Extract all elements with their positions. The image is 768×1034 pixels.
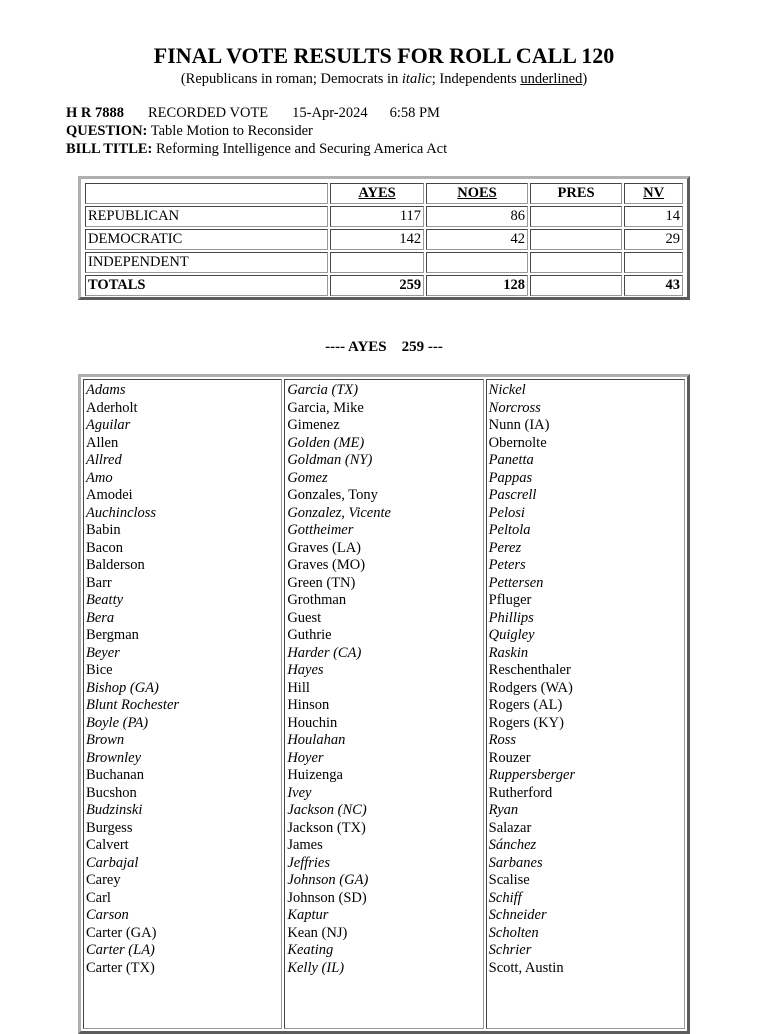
member-name: Gonzales, Tony xyxy=(287,487,378,503)
member-name: Rouzer xyxy=(488,749,531,766)
member-name: Norcross xyxy=(488,399,541,416)
member-name: Auchincloss xyxy=(86,504,157,521)
legend-prefix: (Republicans in roman; Democrats in xyxy=(180,71,402,87)
member-name: Ivey xyxy=(287,784,312,801)
summary-header-row xyxy=(85,183,683,204)
party-label: INDEPENDENT xyxy=(85,252,328,273)
summary-header-ayes: AYES xyxy=(330,183,424,204)
noes-count xyxy=(426,252,528,273)
member-name: Pettersen xyxy=(488,574,544,591)
pres-count xyxy=(530,229,622,250)
member-name: Bucshon xyxy=(86,784,137,801)
nv-count: 14 xyxy=(624,206,683,227)
member-name: Brownley xyxy=(86,749,142,766)
ayes-total: 259 xyxy=(330,275,424,296)
noes-total: 128 xyxy=(426,275,528,296)
member-name: Panetta xyxy=(488,452,534,468)
member-name: Amodei xyxy=(86,487,133,503)
party-label: REPUBLICAN xyxy=(85,206,328,227)
pres-count xyxy=(530,206,622,227)
member-name: Babin xyxy=(86,522,121,538)
member-name: Carson xyxy=(86,907,129,923)
legend-italic: italic xyxy=(401,71,432,87)
member-name: Graves (MO) xyxy=(287,557,366,573)
ayes-heading: ---- AYES 259 --- xyxy=(325,339,443,355)
member-name: Perez xyxy=(488,539,522,556)
member-name: Golden (ME) xyxy=(287,434,365,451)
member-name: Boyle (PA) xyxy=(86,714,149,731)
member-name: Ross xyxy=(488,732,517,748)
member-name: Nunn (IA) xyxy=(488,417,550,433)
nv-count: 29 xyxy=(624,229,683,250)
bill-title-text: Reforming Intelligence and Securing America Act xyxy=(156,141,448,157)
member-name: Hayes xyxy=(287,662,324,678)
member-name: Gonzalez, Vicente xyxy=(287,504,391,521)
member-name: Scalise xyxy=(488,872,530,888)
pres-total xyxy=(530,275,622,296)
member-name: Budzinski xyxy=(86,802,143,818)
member-name: Aderholt xyxy=(86,399,138,416)
member-name: Goldman (NY) xyxy=(287,452,373,468)
member-name: Carter (TX) xyxy=(86,959,155,976)
member-name: Gimenez xyxy=(287,417,340,433)
member-name: Calvert xyxy=(86,837,129,853)
member-name: Rogers (KY) xyxy=(488,714,564,731)
member-name: Carl xyxy=(86,889,111,906)
member-name: Houchin xyxy=(287,714,338,731)
party-legend xyxy=(0,70,768,88)
member-name: Ruppersberger xyxy=(488,767,576,783)
member-name: Balderson xyxy=(86,557,145,573)
member-name: Carter (LA) xyxy=(86,942,155,958)
member-name: Gomez xyxy=(287,469,328,486)
summary-header-noes: NOES xyxy=(426,183,528,204)
nv-count xyxy=(624,252,683,273)
legend-mid: ; Independents xyxy=(431,71,521,87)
member-name: Johnson (SD) xyxy=(287,889,367,906)
member-name: Johnson (GA) xyxy=(287,872,369,888)
member-name: Blunt Rochester xyxy=(86,697,180,713)
names-column-1 xyxy=(83,379,282,1029)
member-name: Amo xyxy=(86,469,113,486)
member-name: Hinson xyxy=(287,697,330,713)
member-name: Guest xyxy=(287,609,322,626)
member-name: James xyxy=(287,837,323,853)
vote-info-row xyxy=(66,104,447,122)
member-name: Kaptur xyxy=(287,907,329,923)
member-name: Rutherford xyxy=(488,784,553,801)
member-name: Schrier xyxy=(488,942,532,958)
member-name: Aguilar xyxy=(86,417,131,433)
member-name: Bice xyxy=(86,662,113,678)
member-name: Raskin xyxy=(488,644,529,661)
member-name: Buchanan xyxy=(86,767,144,783)
vote-date: 15-Apr-2024 xyxy=(292,105,368,121)
member-name: Beyer xyxy=(86,644,120,661)
member-name: Pappas xyxy=(488,469,533,486)
question-label: QUESTION: xyxy=(66,123,148,139)
names-column-2 xyxy=(284,379,483,1029)
summary-header-blank xyxy=(85,183,328,204)
member-name: Sarbanes xyxy=(488,854,543,871)
member-name: Burgess xyxy=(86,819,133,836)
bill-title-label: BILL TITLE: xyxy=(66,141,153,157)
member-name: Gottheimer xyxy=(287,522,354,538)
member-name: Kean (NJ) xyxy=(287,924,348,941)
member-name: Bera xyxy=(86,609,115,626)
summary-row-totals xyxy=(85,275,683,296)
ayes-count: 117 xyxy=(330,206,424,227)
ayes-count: 142 xyxy=(330,229,424,250)
member-name: Jeffries xyxy=(287,854,331,871)
member-name: Beatty xyxy=(86,592,124,608)
member-name: Houlahan xyxy=(287,732,346,748)
member-name: Garcia (TX) xyxy=(287,382,359,398)
member-name: Green (TN) xyxy=(287,574,356,591)
page-title: FINAL VOTE RESULTS FOR ROLL CALL 120 xyxy=(153,43,615,68)
member-name: Brown xyxy=(86,732,125,748)
member-name: Jackson (NC) xyxy=(287,802,367,818)
vote-summary-table xyxy=(78,176,690,300)
vote-type: RECORDED VOTE xyxy=(148,105,269,121)
member-name: Graves (LA) xyxy=(287,539,362,556)
member-name: Allen xyxy=(86,434,119,451)
vote-time: 6:58 PM xyxy=(389,105,440,121)
summary-header-nv: NV xyxy=(624,183,683,204)
names-column-3 xyxy=(486,379,685,1029)
question-text: Table Motion to Reconsider xyxy=(150,123,313,139)
member-name: Hoyer xyxy=(287,749,324,766)
legend-underlined: underlined xyxy=(520,71,583,87)
member-name: Harder (CA) xyxy=(287,644,362,661)
member-name: Huizenga xyxy=(287,767,343,783)
member-name: Grothman xyxy=(287,592,347,608)
member-name: Barr xyxy=(86,574,112,591)
member-name: Pfluger xyxy=(488,592,532,608)
ayes-count xyxy=(330,252,424,273)
member-name: Pascrell xyxy=(488,487,537,503)
question-row xyxy=(66,122,447,140)
member-name: Quigley xyxy=(488,627,535,643)
member-name: Scott, Austin xyxy=(488,959,564,976)
member-name: Scholten xyxy=(488,924,539,941)
member-name: Peltola xyxy=(488,522,531,538)
member-name: Allred xyxy=(86,452,122,468)
member-name: Carbajal xyxy=(86,854,139,871)
member-name: Sánchez xyxy=(488,837,537,853)
vote-metadata xyxy=(66,104,447,158)
nv-total: 43 xyxy=(624,275,683,296)
ayes-names-table xyxy=(78,374,690,1034)
member-name: Peters xyxy=(488,557,526,573)
member-name: Jackson (TX) xyxy=(287,819,366,836)
bill-number: H R 7888 xyxy=(66,105,124,121)
member-name: Carey xyxy=(86,872,121,888)
member-name: Ryan xyxy=(488,802,519,818)
member-name: Schiff xyxy=(488,889,522,906)
summary-row-independent xyxy=(85,252,683,273)
member-name: Rodgers (WA) xyxy=(488,679,573,696)
member-name: Bishop (GA) xyxy=(86,679,159,696)
member-name: Bacon xyxy=(86,539,124,556)
noes-count: 86 xyxy=(426,206,528,227)
member-name: Rogers (AL) xyxy=(488,697,563,713)
party-label: DEMOCRATIC xyxy=(85,229,328,250)
member-name: Obernolte xyxy=(488,434,547,451)
member-name: Garcia, Mike xyxy=(287,399,364,416)
member-name: Pelosi xyxy=(488,504,525,521)
member-name: Salazar xyxy=(488,819,532,836)
legend-suffix: ) xyxy=(582,71,588,87)
summary-row-republican xyxy=(85,206,683,227)
member-name: Bergman xyxy=(86,627,139,643)
member-name: Carter (GA) xyxy=(86,924,157,941)
member-name: Reschenthaler xyxy=(488,662,571,678)
member-name: Keating xyxy=(287,942,334,958)
member-name: Guthrie xyxy=(287,627,332,643)
pres-count xyxy=(530,252,622,273)
member-name: Hill xyxy=(287,679,310,696)
member-name: Phillips xyxy=(488,609,534,626)
member-name: Adams xyxy=(86,382,126,398)
noes-count: 42 xyxy=(426,229,528,250)
member-name: Nickel xyxy=(488,382,526,398)
summary-row-democratic xyxy=(85,229,683,250)
totals-label: TOTALS xyxy=(85,275,328,296)
summary-header-pres: PRES xyxy=(530,183,622,204)
member-name: Schneider xyxy=(488,907,547,923)
member-name: Kelly (IL) xyxy=(287,959,345,976)
bill-title-row xyxy=(66,140,447,158)
